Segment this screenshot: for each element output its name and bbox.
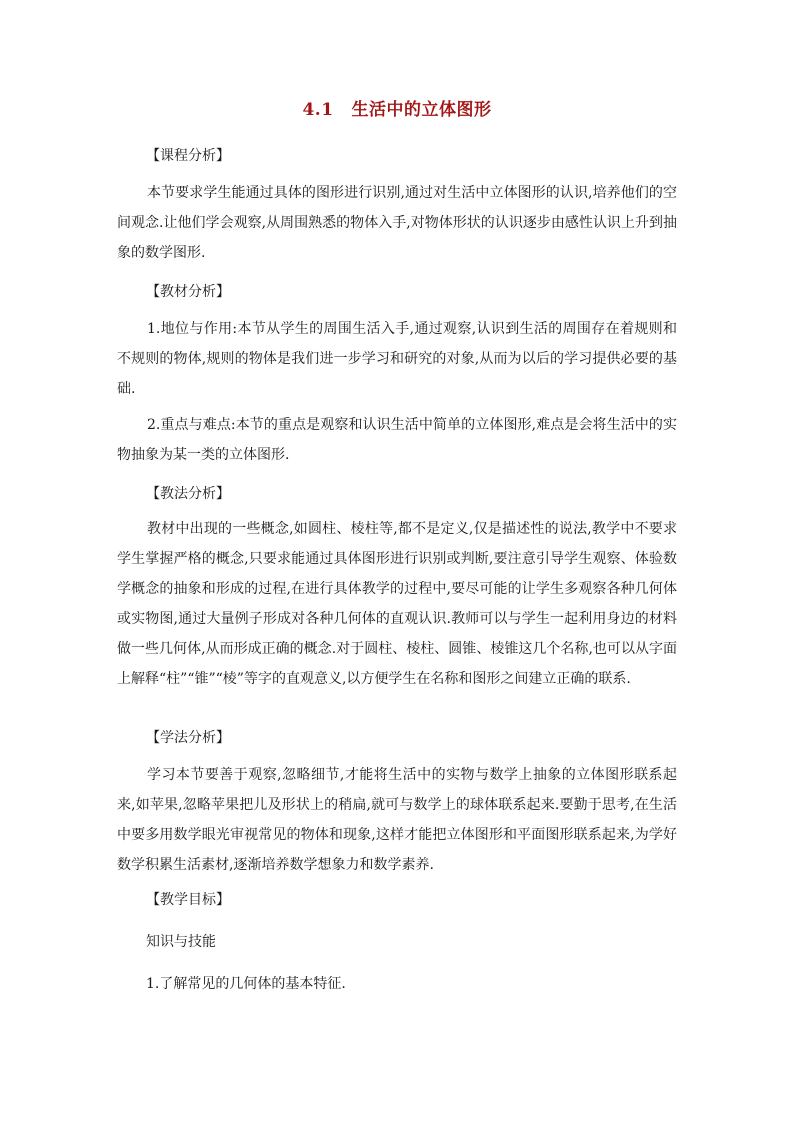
section-heading-teaching-method: 【教法分析】: [146, 486, 230, 502]
section-heading-learning-method: 【学法分析】: [146, 730, 230, 746]
section-heading-course-analysis: 【课程分析】: [146, 148, 230, 164]
section-heading-textbook-analysis: 【教材分析】: [146, 284, 230, 300]
paragraph-teaching-method: 教材中出现的一些概念,如圆柱、棱柱等,都不是定义,仅是描述性的说法,教学中不要求学生掌握严格的概念,只要求能通过具体图形进行识别或判断,要注意引导学生观察、体验数学概念的抽象和形成的过程,在进行具体教学的过程中,要尽可能的让学生多观察各种几何体或实物图,通过大量例子形成对各种几何体的直观认识.教师可以与学生一起利用身边的材料做一些几何体,从而形成正确的概念.对于圆柱、棱柱、圆锥、棱锥这几个名称,也可以从字面上解释“柱”“锥”“棱”等字的直观意义,以方便学生在名称和图形之间建立正确的联系.: [117, 521, 677, 687]
paragraph-course-analysis: 本节要求学生能通过具体的图形进行识别,通过对生活中立体图形的认识,培养他们的空间观念.让他们学会观察,从周围熟悉的物体入手,对物体形状的认识逐步由感性认识上升到抽象的数学图形.: [117, 185, 677, 261]
goal-item-1: 1.了解常见的几何体的基本特征.: [146, 976, 346, 992]
page-title: [0, 96, 794, 124]
subheading-knowledge-skills: 知识与技能: [146, 934, 216, 950]
paragraph-key-points: 2.重点与难点:本节的重点是观察和认识生活中简单的立体图形,难点是会将生活中的实物抽象为某一类的立体图形.: [117, 417, 677, 463]
paragraph-learning-method: 学习本节要善于观察,忽略细节,才能将生活中的实物与数学上抽象的立体图形联系起来,如苹果,忽略苹果把儿及形状上的稍扁,就可与数学上的球体联系起来.要勤于思考,在生活中要多用数学眼光审视常见的物体和现象,这样才能把立体图形和平面图形联系起来,为学好数学积累生活素材,逐渐培养数学想象力和数学素养.: [117, 767, 677, 873]
paragraph-role: 1.地位与作用:本节从学生的周围生活入手,通过观察,认识到生活的周围存在着规则和不规则的物体,规则的物体是我们进一步学习和研究的对象,从而为以后的学习提供必要的基础.: [117, 321, 677, 397]
title-text: 生活中的立体图形: [351, 100, 492, 120]
section-heading-teaching-goals: 【教学目标】: [146, 892, 230, 908]
title-number: 4.1: [302, 100, 334, 120]
